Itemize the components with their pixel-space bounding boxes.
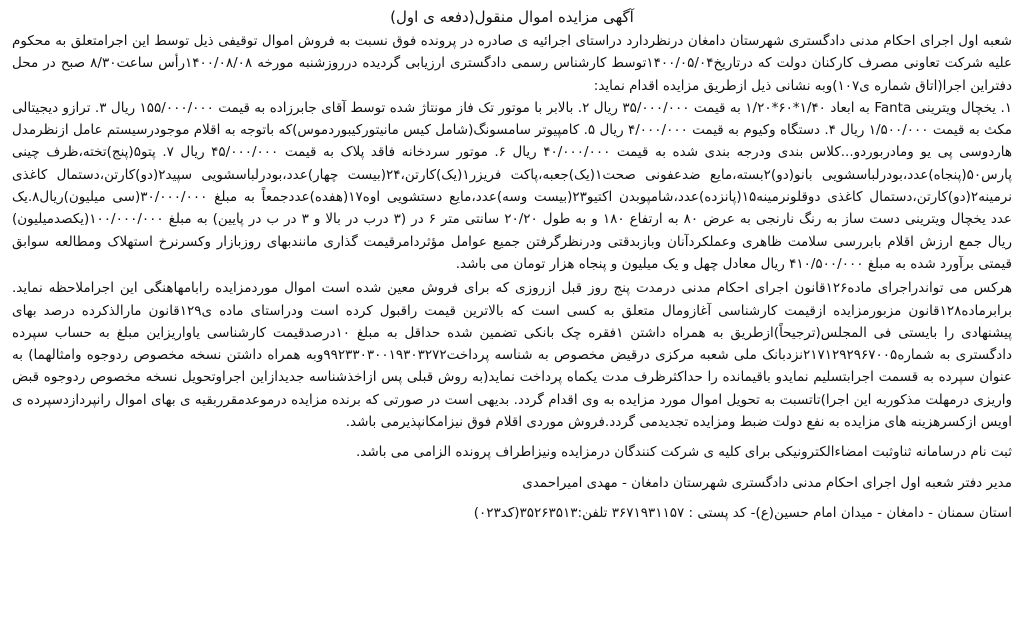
spacer	[12, 494, 1012, 502]
spacer	[12, 464, 1012, 472]
items-paragraph: ۱. یخچال ویترینی Fanta به ابعاد ۱/۴۰*۶۰*۱/۲۰ به قیمت ۳۵/۰۰۰/۰۰۰ ریال ۲. بالابر با موتور تک فاز مونتاژ شده توسط آقای جابرزاده به قیمت ۱۵۵/۰۰۰/۰۰۰ ریال ۳. ترازو دیجیتالی مکث به قیمت ۱/۵۰۰/۰۰۰ ریال ۴. دستگاه وکیوم به قیمت ۴/۰۰۰/۰۰۰ ریال ۵. کامپیوتر سامسونگ(شامل کیس مانیتورکیبوردموس)که باتوجه به اقلام موجودرسیستم عامل ازنظرمدل هاردوسی پی یو ومادربوردو...کلاس بندی ودرجه بندی شده به قیمت ۴۰/۰۰۰/۰۰۰ ریال ۶. موتور سردخانه فاقد پلاک به قیمت ۴۵/۰۰۰/۰۰۰ ریال ۷. پتو۵(پنج)تخته،ظرف چینی پارس۵۰(پنجاه)عدد،بودرلباسشویی بانو(دو)۲بسته،مایع ضدعفونی صحت۱(یک)جعبه،پاکت فریزر۱(یک)کارتن،۲۴(بیست چهار)عدد،بودرلباسشویی سپید۲(دو)کارتن،دستمال کاغذی نرمینه۲(دو)کارتن،دستمال کاغذی دوقلونرمینه۱۵(پانزده)عدد،شامپوبدن اکتیو۲۳(بیست وسه)عدد،مایع دستشویی اوه۱۷(هفده)عددجمعاً به مبلغ ۳۰/۰۰۰/۰۰۰(سی میلیون)ریال۸.یک عدد یخچال ویترینی دست ساز به رنگ نارنجی به عرض ۸۰ به ارتفاع ۱۸۰ و به طول ۲۰/۲۰ سانتی متر ۶ در (۳ درب در بالا و ۳ در ب در پایین) به مبلغ ۱۰۰/۰۰۰/۰۰۰(یکصدمیلیون) ریال جمع ارزش اقلام بابررسی سلامت ظاهری وعملکردآنان وبازبدقتی ودرنظرگرفتن جمیع عوامل مؤثردامرقیمت گذاری مانندبهای روزبازار وکسرنرخ استهلاک ومطالعه سوابق قیمتی برآورد شده به مبلغ ۴۱۰/۵۰۰/۰۰۰ ریال معادل چهل و یک میلیون و پنجاه هزار تومان می باشد.	[12, 99, 1013, 272]
address-line: استان سمنان - دامغان - میدان امام حسین(ع)- کد پستی : ۳۶۷۱۹۳۱۱۵۷ تلفن:۳۵۲۶۳۵۱۳(کد۰۲۳)	[473, 504, 1012, 521]
spacer	[12, 433, 1012, 441]
registration-note: ثبت نام درسامانه ثناوثبت امضاءالکترونیکی برای کلیه ی شرکت کنندگان درمزایده ونیزاطراف پرونده الزامی می باشد.	[355, 444, 1012, 461]
signature-line: مدیر دفتر شعبه اول اجرای احکام مدنی دادگستری شهرستان دامغان - مهدی امیراحمدی	[522, 474, 1012, 491]
conditions-paragraph: هرکس می تواندراجرای ماده۱۲۶قانون اجرای احکام مدنی درمدت پنج روز قبل ازروزی که برای فروش معین شده است اموال موردمزایده رابامهاهنگی این اجراملاحظه نماید. برابرماده۱۲۸قانون مزبورمزایده ازقیمت کارشناسی آغازومال متعلق به کسی است که بالاترین قیمت راقبول کرده است ودراستای ماده ی۱۲۹قانون مارالذکرده درصد بهای پیشنهادی را بایستی فی المجلس(ترجیحاً)ازطریق به همراه داشتن ۱فقره چک بانکی تضمین شده حداقل به مبلغ ۱۰درصدقیمت کارشناسی یاواریزاین مبلغ به حساب سپرده دادگستری به شماره۲۱۷۱۲۹۲۹۶۷۰۰۵نزدبانک ملی شعبه مرکزی درقیض مخصوص به شناسه پرداخت۹۹۲۳۳۰۳۰۰۱۹۳۰۳۲۷۲وبه همراه داشتن نسخه مخصوص ردوجوه وامثالهما) به عنوان سپرده به قسمت اجرابتسلیم نمایدو باقیمانده را حداکثرظرف مدت یکماه پرداخت نماید(به روش قبلی پس ازاخذشناسه جدیدازاین اجراوتحویل نسخه مخصوص ردوجوه قبض واریزی درمهلت مذکوربه این اجرا)تاتسبت به تحویل اموال مورد مزایده به وی اقدام گردد. بدیهی است در صورتی که برنده مزایده درموعدمقرربقیه ی بهای اموال رانپردازدسپرده ی اویس ازکسرهزینه های مزایده به نفع دولت ضبط ومزایده تجدیدمی گردد.فروش موردی اقلام فوق نیزامکانپذیرمی باشد.	[12, 280, 1012, 431]
notice-title: آگهی مزایده اموال منقول(دفعه ی اول)	[390, 8, 634, 26]
intro-paragraph: شعبه اول اجرای احکام مدنی دادگستری شهرستان دامغان درنظردارد دراستای اجرائیه ی صادره در پرونده فوق نسبت به فروش اموال توقیفی ذیل توسط این اجرامتعلق به محکوم علیه شرکت تعاونی مصرف کارکنان دولت که درتاریخ۱۴۰۰/۰۵/۰۴توسط کارشناس رسمی دادگستری ارزیابی گردیده درروزشنبه مورخه ۱۴۰۰/۰۸/۰۸رأس ساعت۸/۳۰ صبح در محل دفتراین اجرا(اتاق شماره ی۱۰۷)وبه نشانی ذیل ازطریق مزایده اقدام نماید:	[12, 33, 1013, 94]
